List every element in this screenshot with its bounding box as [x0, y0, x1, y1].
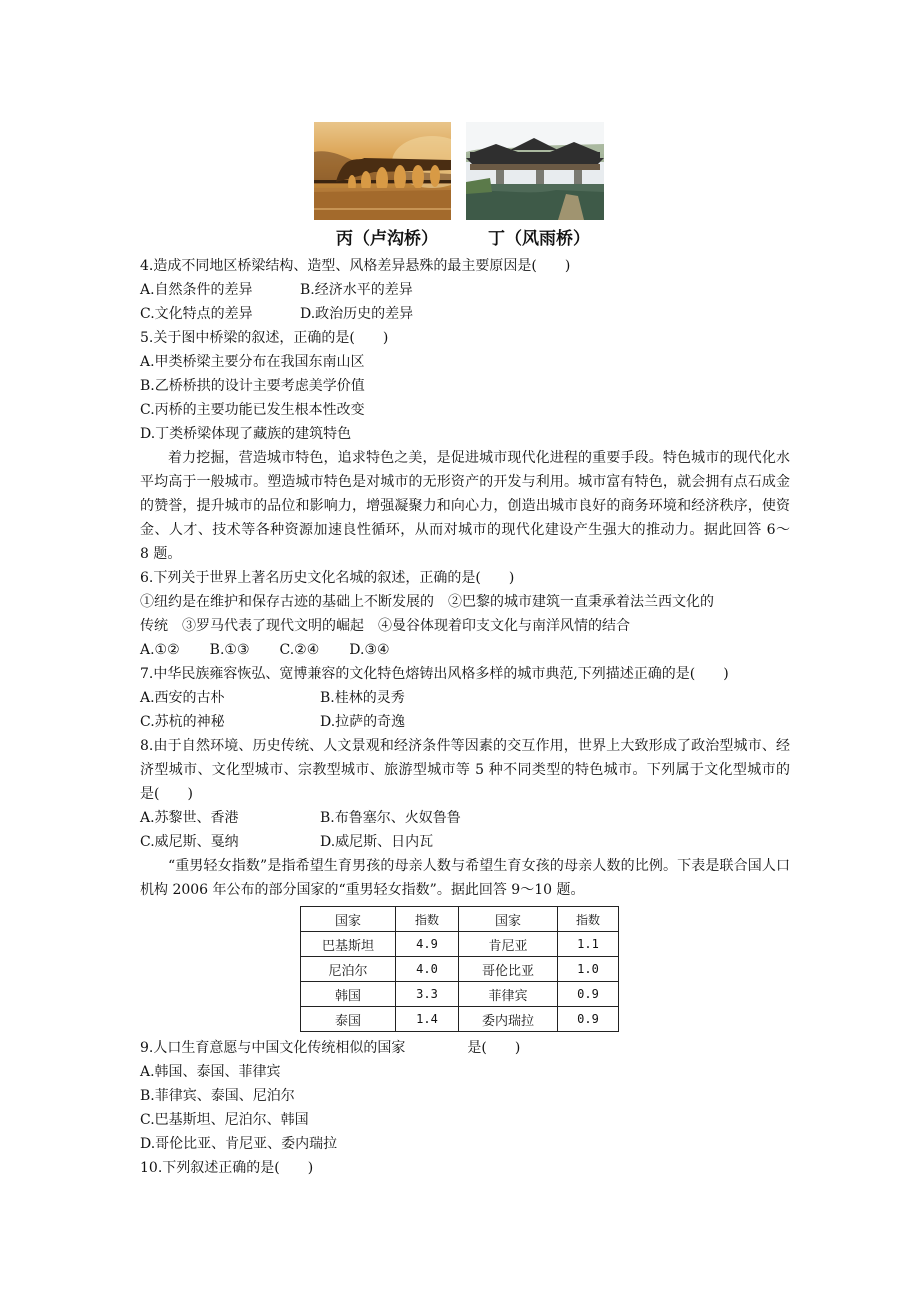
q6-option-b: B.①③ [209, 642, 250, 658]
q10-stem: 10.下列叙述正确的是( ) [140, 1160, 314, 1176]
q7-option-b: B.桂林的灵秀 [320, 690, 405, 706]
table-header-row [301, 907, 619, 932]
table-header: 国家 [459, 907, 558, 932]
q6-option-a: A.①② [140, 642, 180, 658]
q7-option-d: D.拉萨的奇逸 [320, 714, 406, 730]
table-row [301, 1007, 619, 1032]
caption-bing: 丙（卢沟桥） [336, 229, 438, 249]
q7-options-cd [140, 710, 790, 734]
q5-stem: 5.关于图中桥梁的叙述，正确的是( ) [140, 330, 389, 346]
q4-options-cd [140, 302, 790, 326]
q5-option-c: C.丙桥的主要功能已发生根本性改变 [140, 402, 365, 418]
table-cell: 4.0 [396, 957, 459, 982]
table-cell: 哥伦比亚 [459, 957, 558, 982]
table-header: 指数 [396, 907, 459, 932]
q6-options [140, 638, 790, 662]
table-cell: 1.4 [396, 1007, 459, 1032]
table-cell: 韩国 [301, 982, 396, 1007]
q9-option-c: C.巴基斯坦、尼泊尔、韩国 [140, 1112, 309, 1128]
q5-option-a: A.甲类桥梁主要分布在我国东南山区 [140, 354, 365, 370]
q4-stem: 4.造成不同地区桥梁结构、造型、风格差异悬殊的最主要原因是( ) [140, 258, 571, 274]
fengyu-bridge-photo [466, 122, 604, 220]
table-header: 指数 [558, 907, 619, 932]
q8-option-d: D.威尼斯、日内瓦 [320, 834, 434, 850]
q4-option-d: D.政治历史的差异 [300, 306, 414, 322]
q4-option-c: C.文化特点的差异 [140, 306, 253, 322]
questions [140, 254, 804, 1180]
table-cell: 尼泊尔 [301, 957, 396, 982]
q6-option-d: D.③④ [349, 642, 390, 658]
table-cell: 肯尼亚 [459, 932, 558, 957]
q5-option-b: B.乙桥桥拱的设计主要考虑美学价值 [140, 378, 365, 394]
q5-option-d: D.丁类桥梁体现了藏族的建筑特色 [140, 426, 352, 442]
passage-gender-index: “重男轻女指数”是指希望生育男孩的母亲人数与希望生育女孩的母亲人数的比例。下表是联合国人口机构 2006 年公布的部分国家的“重男轻女指数”。据此回答 9～10 题。 [140, 858, 790, 898]
table-row [301, 982, 619, 1007]
table-cell: 菲律宾 [459, 982, 558, 1007]
q6-option-c: C.②④ [279, 642, 320, 658]
gender-index-table [300, 906, 619, 1032]
table-cell: 3.3 [396, 982, 459, 1007]
q7-option-a: A.西安的古朴 [140, 690, 225, 706]
q8-options-cd [140, 830, 790, 854]
q6-statements-2: 传统 ③罗马代表了现代文明的崛起 ④曼谷体现着印支文化与南洋风情的结合 [140, 618, 630, 634]
q4-option-b: B.经济水平的差异 [300, 282, 413, 298]
q8-option-c: C.威尼斯、戛纳 [140, 834, 239, 850]
q4-option-a: A.自然条件的差异 [140, 282, 253, 298]
table-cell: 泰国 [301, 1007, 396, 1032]
q8-stem: 8.由于自然环境、历史传统、人文景观和经济条件等因素的交互作用，世界上大致形成了政治型城市、经济型城市、文化型城市、宗教型城市、旅游型城市等 5 种不同类型的特色城市。下列属于文化型城市的 是( ) [140, 738, 790, 802]
q9-option-a: A.韩国、泰国、菲律宾 [140, 1064, 281, 1080]
q7-stem: 7.中华民族雍容恢弘、宽博兼容的文化特色熔铸出风格多样的城市典范,下列描述正确的是( ) [140, 666, 729, 682]
q9-option-d: D.哥伦比亚、肯尼亚、委内瑞拉 [140, 1136, 338, 1152]
passage-city-features: 着力挖掘，营造城市特色，追求特色之美，是促进城市现代化进程的重要手段。特色城市的现代化水平均高于一般城市。塑造城市特色是对城市的无形资产的开发与利用。城市富有特色，就会拥有点石成金的赞誉，提升城市的品位和影响力，增强凝聚力和向心力，创造出城市良好的商务环境和经济秩序，使资金、人才、技术等各种资源加速良性循环，从而对城市的现代化建设产生强大的推动力。据此回答 6～ 8 题。 [140, 450, 804, 562]
table-row [301, 932, 619, 957]
q9-stem-end: 是( ) [467, 1040, 521, 1056]
q8-options-ab [140, 806, 790, 830]
table-header: 国家 [301, 907, 396, 932]
q9-stem [140, 1036, 790, 1060]
q9-option-b: B.菲律宾、泰国、尼泊尔 [140, 1088, 295, 1104]
q7-options-ab [140, 686, 790, 710]
table-cell: 1.1 [558, 932, 619, 957]
table-row [301, 957, 619, 982]
q6-stem: 6.下列关于世界上著名历史文化名城的叙述，正确的是( ) [140, 570, 515, 586]
q9-stem-text: 9.人口生育意愿与中国文化传统相似的国家 [140, 1040, 406, 1056]
q8-option-a: A.苏黎世、香港 [140, 810, 239, 826]
q4-options-ab [140, 278, 790, 302]
caption-ding: 丁（风雨桥） [488, 229, 590, 249]
q7-option-c: C.苏杭的神秘 [140, 714, 225, 730]
q6-statements-1: ①纽约是在维护和保存古迹的基础上不断发展的 ②巴黎的城市建筑一直秉承着法兰西文化的 [140, 594, 714, 610]
photo-captions [336, 224, 616, 250]
table-cell: 巴基斯坦 [301, 932, 396, 957]
table-cell: 委内瑞拉 [459, 1007, 558, 1032]
q8-option-b: B.布鲁塞尔、火奴鲁鲁 [320, 810, 461, 826]
table-cell: 0.9 [558, 982, 619, 1007]
lugou-bridge-photo [314, 122, 451, 220]
table-cell: 4.9 [396, 932, 459, 957]
table-cell: 1.0 [558, 957, 619, 982]
table-cell: 0.9 [558, 1007, 619, 1032]
bridge-photos [314, 122, 606, 222]
